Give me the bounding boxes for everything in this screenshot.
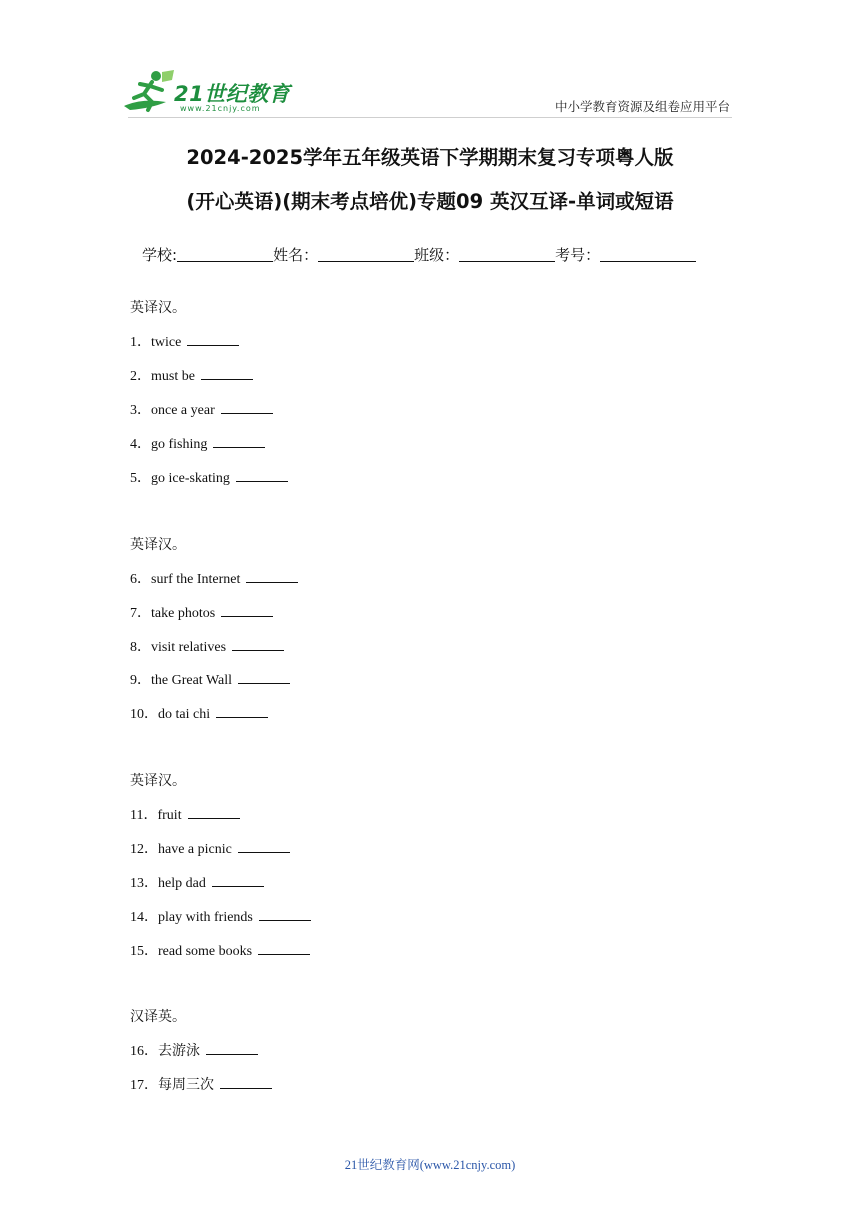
footer-link[interactable]: 21世纪教育网(www.21cnjy.com): [344, 1158, 516, 1172]
number-blank[interactable]: [600, 244, 696, 262]
answer-blank[interactable]: [220, 1076, 272, 1089]
answer-blank[interactable]: [201, 367, 253, 380]
school-label: 学校:: [142, 246, 178, 264]
question-item: 7．take photos: [130, 602, 273, 622]
logo-url: www.21cnjy.com: [180, 104, 261, 113]
class-label: 班级：: [414, 246, 460, 264]
question-item: 14．play with friends: [130, 906, 311, 926]
answer-blank[interactable]: [212, 874, 264, 887]
logo-text: 21世纪教育: [174, 82, 291, 106]
platform-tagline: 中小学教育资源及组卷应用平台: [554, 100, 730, 114]
answer-blank[interactable]: [221, 604, 273, 617]
answer-blank[interactable]: [236, 469, 288, 482]
header-divider: [128, 117, 732, 118]
question-item: 5．go ice-skating: [130, 467, 288, 487]
answer-blank[interactable]: [188, 806, 240, 819]
answer-blank[interactable]: [187, 333, 239, 346]
answer-blank[interactable]: [216, 705, 268, 718]
answer-blank[interactable]: [246, 570, 298, 583]
answer-blank[interactable]: [221, 401, 273, 414]
question-item: 4．go fishing: [130, 433, 265, 453]
question-item: 13．help dad: [130, 872, 264, 892]
question-item: 1．twice: [130, 331, 239, 351]
answer-blank[interactable]: [213, 435, 265, 448]
section-heading: 英译汉。: [130, 774, 186, 789]
name-blank[interactable]: [318, 244, 414, 262]
answer-blank[interactable]: [258, 942, 310, 955]
question-item: 10．do tai chi: [130, 703, 268, 723]
question-item: 17．每周三次: [130, 1074, 272, 1094]
question-item: 8．visit relatives: [130, 636, 284, 656]
student-info-row: [142, 244, 696, 265]
document-title-line2: (开心英语)(期末考点培优)专题09 英汉互译-单词或短语: [186, 190, 674, 213]
question-item: 6．surf the Internet: [130, 568, 298, 588]
question-item: 9．the Great Wall: [130, 669, 290, 689]
answer-blank[interactable]: [259, 908, 311, 921]
class-blank[interactable]: [459, 244, 555, 262]
number-label: 考号：: [555, 246, 601, 264]
answer-blank[interactable]: [232, 638, 284, 651]
name-label: 姓名：: [273, 246, 319, 264]
question-item: 3．once a year: [130, 399, 273, 419]
school-blank[interactable]: [177, 244, 273, 262]
question-item: 12．have a picnic: [130, 838, 290, 858]
document-title-line1: 2024-2025学年五年级英语下学期期末复习专项粤人版: [186, 146, 674, 169]
answer-blank[interactable]: [238, 840, 290, 853]
question-item: 11．fruit: [130, 804, 240, 824]
answer-blank[interactable]: [206, 1042, 258, 1055]
runner-logo-icon: [122, 68, 178, 114]
question-item: 16．去游泳: [130, 1040, 258, 1060]
section-heading: 英译汉。: [130, 301, 186, 316]
section-heading: 汉译英。: [130, 1010, 186, 1025]
question-item: 2．must be: [130, 365, 253, 385]
answer-blank[interactable]: [238, 671, 290, 684]
question-item: 15．read some books: [130, 940, 310, 960]
section-heading: 英译汉。: [130, 538, 186, 553]
site-logo: [122, 68, 292, 116]
